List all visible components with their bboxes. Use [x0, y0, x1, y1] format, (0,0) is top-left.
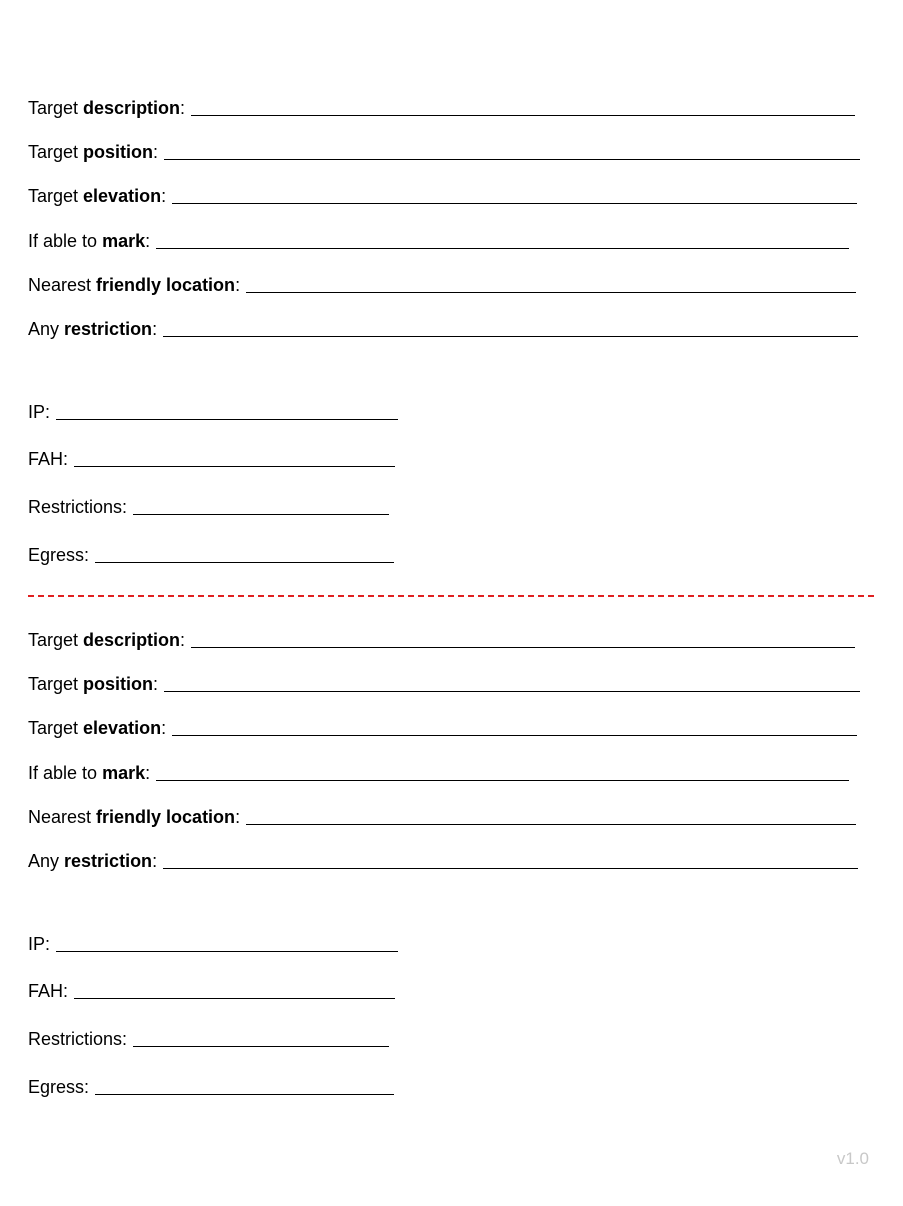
target-description-field: [28, 94, 855, 118]
version-label: v1.0: [836, 1149, 869, 1168]
restriction-field: [28, 847, 858, 871]
field-label: Restrictions:: [28, 1029, 128, 1049]
restrictions-blank[interactable]: [133, 514, 389, 515]
target-elevation-blank[interactable]: [172, 735, 857, 736]
field-label: Target description:: [28, 630, 186, 650]
restriction-blank[interactable]: [163, 868, 858, 869]
field-label: IP:: [28, 402, 51, 422]
field-label: Restrictions:: [28, 497, 128, 517]
target-description-blank[interactable]: [191, 115, 855, 116]
target-description-blank[interactable]: [191, 647, 855, 648]
friendly-location-field: [28, 271, 856, 295]
field-label: If able to mark:: [28, 231, 151, 251]
target-position-blank[interactable]: [164, 159, 860, 160]
friendly-location-field: [28, 803, 856, 827]
field-label: Target description:: [28, 98, 186, 118]
egress-blank[interactable]: [95, 562, 394, 563]
ip-blank[interactable]: [56, 419, 398, 420]
field-label: Egress:: [28, 545, 90, 565]
mark-blank[interactable]: [156, 780, 849, 781]
field-label: Target position:: [28, 142, 159, 162]
field-label: Target elevation:: [28, 718, 167, 738]
target-elevation-blank[interactable]: [172, 203, 857, 204]
fah-field: [28, 445, 395, 469]
restrictions-blank[interactable]: [133, 1046, 389, 1047]
target-position-field: [28, 670, 860, 694]
mark-field: [28, 759, 849, 783]
field-label: If able to mark:: [28, 763, 151, 783]
field-label: Target position:: [28, 674, 159, 694]
field-label: FAH:: [28, 981, 69, 1001]
field-label: Any restriction:: [28, 319, 158, 339]
fah-blank[interactable]: [74, 998, 395, 999]
field-label: Nearest friendly location:: [28, 275, 241, 295]
friendly-location-blank[interactable]: [246, 292, 856, 293]
restrictions-field: [28, 493, 389, 517]
target-elevation-field: [28, 182, 857, 206]
egress-field: [28, 541, 394, 565]
restriction-field: [28, 315, 858, 339]
target-description-field: [28, 626, 855, 650]
field-label: Target elevation:: [28, 186, 167, 206]
ip-field: [28, 398, 398, 422]
section-divider: [28, 595, 874, 597]
friendly-location-blank[interactable]: [246, 824, 856, 825]
field-label: Any restriction:: [28, 851, 158, 871]
ip-field: [28, 930, 398, 954]
egress-field: [28, 1073, 394, 1097]
ip-blank[interactable]: [56, 951, 398, 952]
target-position-blank[interactable]: [164, 691, 860, 692]
field-label: FAH:: [28, 449, 69, 469]
mark-field: [28, 227, 849, 251]
field-label: Egress:: [28, 1077, 90, 1097]
target-position-field: [28, 138, 860, 162]
restriction-blank[interactable]: [163, 336, 858, 337]
mark-blank[interactable]: [156, 248, 849, 249]
restrictions-field: [28, 1025, 389, 1049]
field-label: Nearest friendly location:: [28, 807, 241, 827]
fah-blank[interactable]: [74, 466, 395, 467]
fah-field: [28, 977, 395, 1001]
egress-blank[interactable]: [95, 1094, 394, 1095]
field-label: IP:: [28, 934, 51, 954]
target-elevation-field: [28, 714, 857, 738]
